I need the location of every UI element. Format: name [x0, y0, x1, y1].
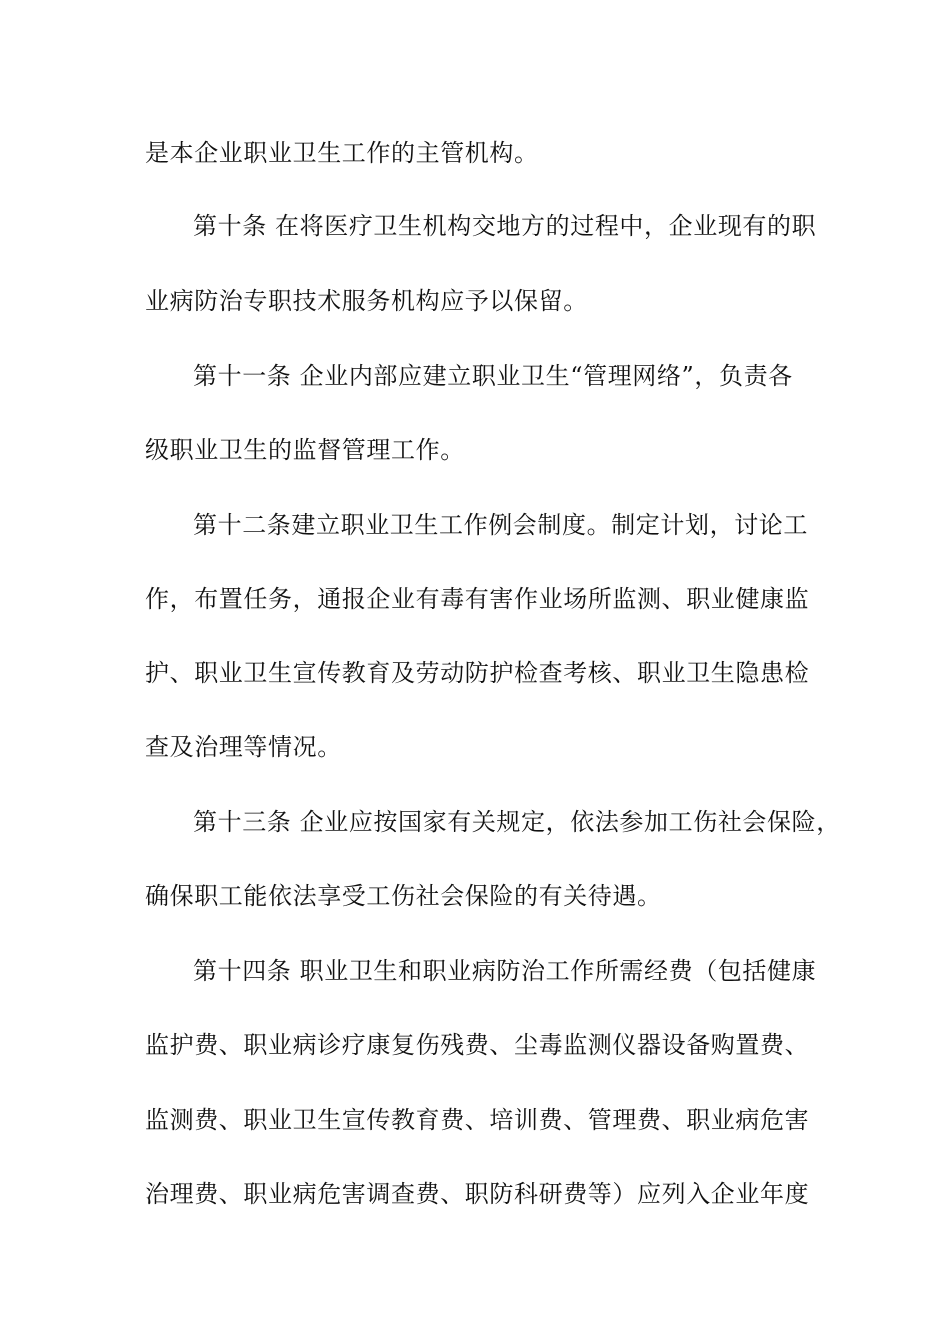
article-10-heading-line: 第十条 在将医疗卫生机构交地方的过程中，企业现有的职	[193, 212, 817, 240]
text-line: 护、职业卫生宣传教育及劳动防护检查考核、职业卫生隐患检	[145, 659, 810, 687]
article-12-heading-line: 第十二条建立职业卫生工作例会制度。制定计划，讨论工	[193, 511, 808, 539]
article-13-heading-line: 第十三条 企业应按国家有关规定，依法参加工伤社会保险，	[193, 808, 841, 836]
text-line: 治理费、职业病危害调查费、职防科研费等）应列入企业年度	[145, 1180, 810, 1208]
text-line: 是本企业职业卫生工作的主管机构。	[145, 139, 539, 167]
text-line: 作，布置任务，通报企业有毒有害作业场所监测、职业健康监	[145, 585, 810, 613]
text-line: 级职业卫生的监督管理工作。	[145, 436, 465, 464]
text-line: 业病防治专职技术服务机构应予以保留。	[145, 287, 588, 315]
text-line: 监护费、职业病诊疗康复伤残费、尘毒监测仪器设备购置费、	[145, 1031, 810, 1059]
text-line: 查及治理等情况。	[145, 733, 342, 761]
text-line: 监测费、职业卫生宣传教育费、培训费、管理费、职业病危害	[145, 1106, 810, 1134]
article-11-heading-line: 第十一条 企业内部应建立职业卫生“管理网络”，负责各	[193, 362, 793, 390]
article-14-heading-line: 第十四条 职业卫生和职业病防治工作所需经费（包括健康	[193, 957, 817, 985]
text-line: 确保职工能依法享受工伤社会保险的有关待遇。	[145, 882, 662, 910]
